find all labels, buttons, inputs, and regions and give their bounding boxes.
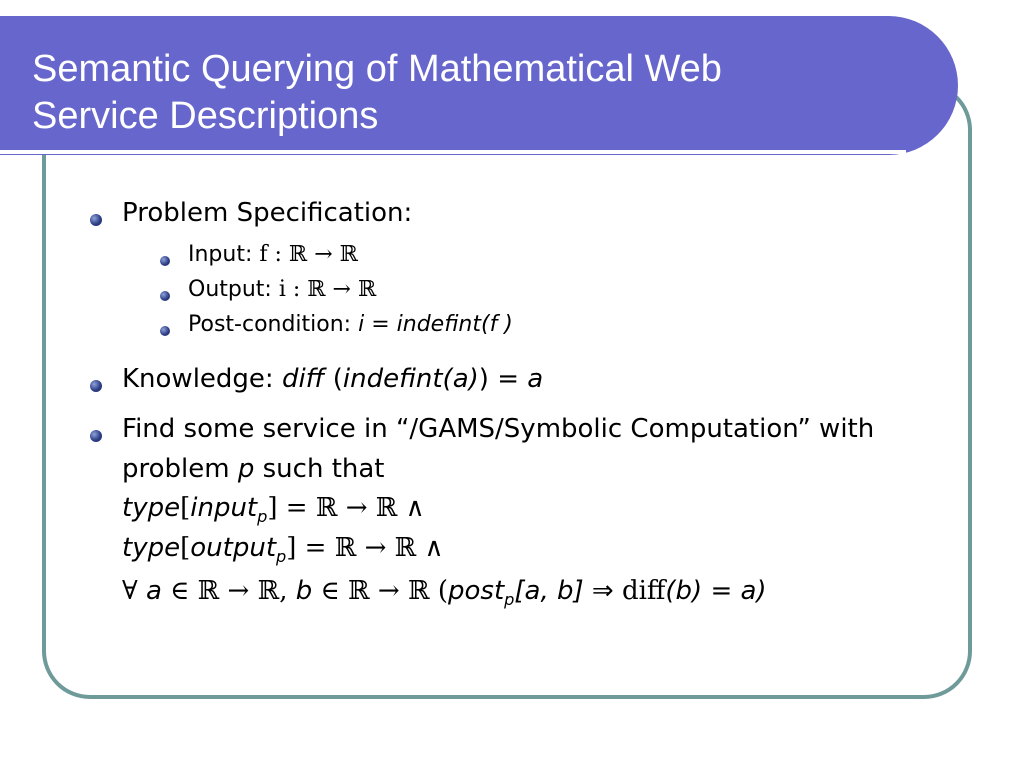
title-line-2: Service Descriptions [32, 95, 379, 137]
title-line-1: Semantic Querying of Mathematical Web [32, 48, 722, 90]
input-item: Input: f : ℝ → ℝ [188, 242, 358, 267]
bullet-icon [160, 256, 170, 266]
forall-formula: ∀ a ∈ ℝ → ℝ, b ∈ ℝ → ℝ (post$_p$[a, b] ⇒ diff(b) = a) [122, 576, 767, 610]
output-expr: i : ℝ → ℝ [278, 277, 377, 302]
problem-spec-item: Problem Specification: [122, 198, 413, 228]
find-item-line-1: Find some service in “/GAMS/Symbolic Computation” with [122, 414, 875, 444]
input-expr: f : ℝ → ℝ [259, 242, 358, 267]
knowledge-item: Knowledge: diff (indefint(a)) = a [122, 364, 544, 394]
type-output-formula: type[output$_p$] = ℝ → ℝ ∧ [122, 533, 444, 567]
post-condition-item: Post-condition: i = indefint(f ) [188, 312, 513, 337]
bullet-icon [90, 214, 102, 226]
output-item: Output: i : ℝ → ℝ [188, 277, 377, 302]
bullet-icon [160, 291, 170, 301]
type-input-formula: type[input$_p$] = ℝ → ℝ ∧ [122, 493, 425, 527]
find-item-line-2: problem p such that [122, 454, 385, 484]
bullet-icon [160, 326, 170, 336]
bullet-icon [90, 380, 102, 392]
bullet-icon [90, 430, 102, 442]
